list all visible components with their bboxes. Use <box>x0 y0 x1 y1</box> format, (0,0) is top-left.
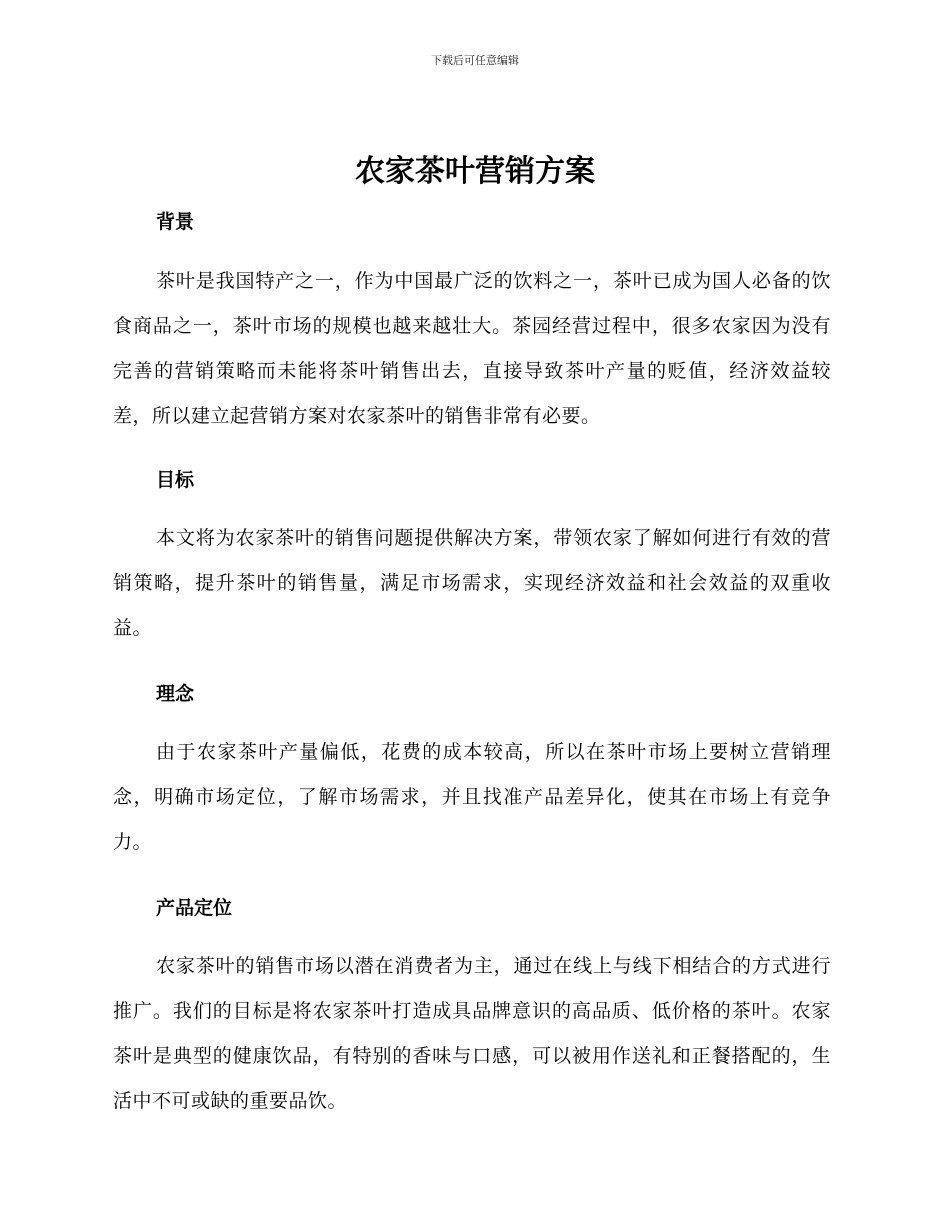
paragraph-product-positioning: 农家茶叶的销售市场以潜在消费者为主，通过在线上与线下相结合的方式进行推广。我们的目标是将农家茶叶打造成具品牌意识的高品质、低价格的茶叶。农家茶叶是典型的健康饮品，有特别的香味与口感，可以被用作送礼和正餐搭配的，生活中不可或缺的重要品饮。 <box>113 955 831 1112</box>
section-heading-goal: 目标 <box>156 469 195 491</box>
page-header-note: 下载后可任意编辑 <box>431 54 519 67</box>
section-product-positioning <box>113 891 831 1124</box>
paragraph-background: 茶叶是我国特产之一，作为中国最广泛的饮料之一，茶叶已成为国人必备的饮食商品之一，茶叶市场的规模也越来越壮大。茶园经营过程中，很多农家因为没有完善的营销策略而未能将茶叶销售出去，直接导致茶叶产量的贬值，经济效益较差，所以建立起营销方案对农家茶叶的销售非常有必要。 <box>113 270 831 427</box>
section-goal <box>113 463 831 651</box>
document-body <box>113 205 831 1124</box>
section-heading-background: 背景 <box>156 211 195 233</box>
paragraph-goal: 本文将为农家茶叶的销售问题提供解决方案，带领农家了解如何进行有效的营销策略，提升茶叶的销售量，满足市场需求，实现经济效益和社会效益的双重收益。 <box>113 527 831 639</box>
paragraph-concept: 由于农家茶叶产量偏低，花费的成本较高，所以在茶叶市场上要树立营销理念，明确市场定位，了解市场需求，并且找准产品差异化，使其在市场上有竞争力。 <box>113 741 831 853</box>
section-heading-concept: 理念 <box>156 683 195 705</box>
section-concept <box>113 677 831 865</box>
section-background <box>113 205 831 439</box>
document-title: 农家茶叶营销方案 <box>355 154 595 189</box>
section-heading-product-positioning: 产品定位 <box>156 897 233 919</box>
